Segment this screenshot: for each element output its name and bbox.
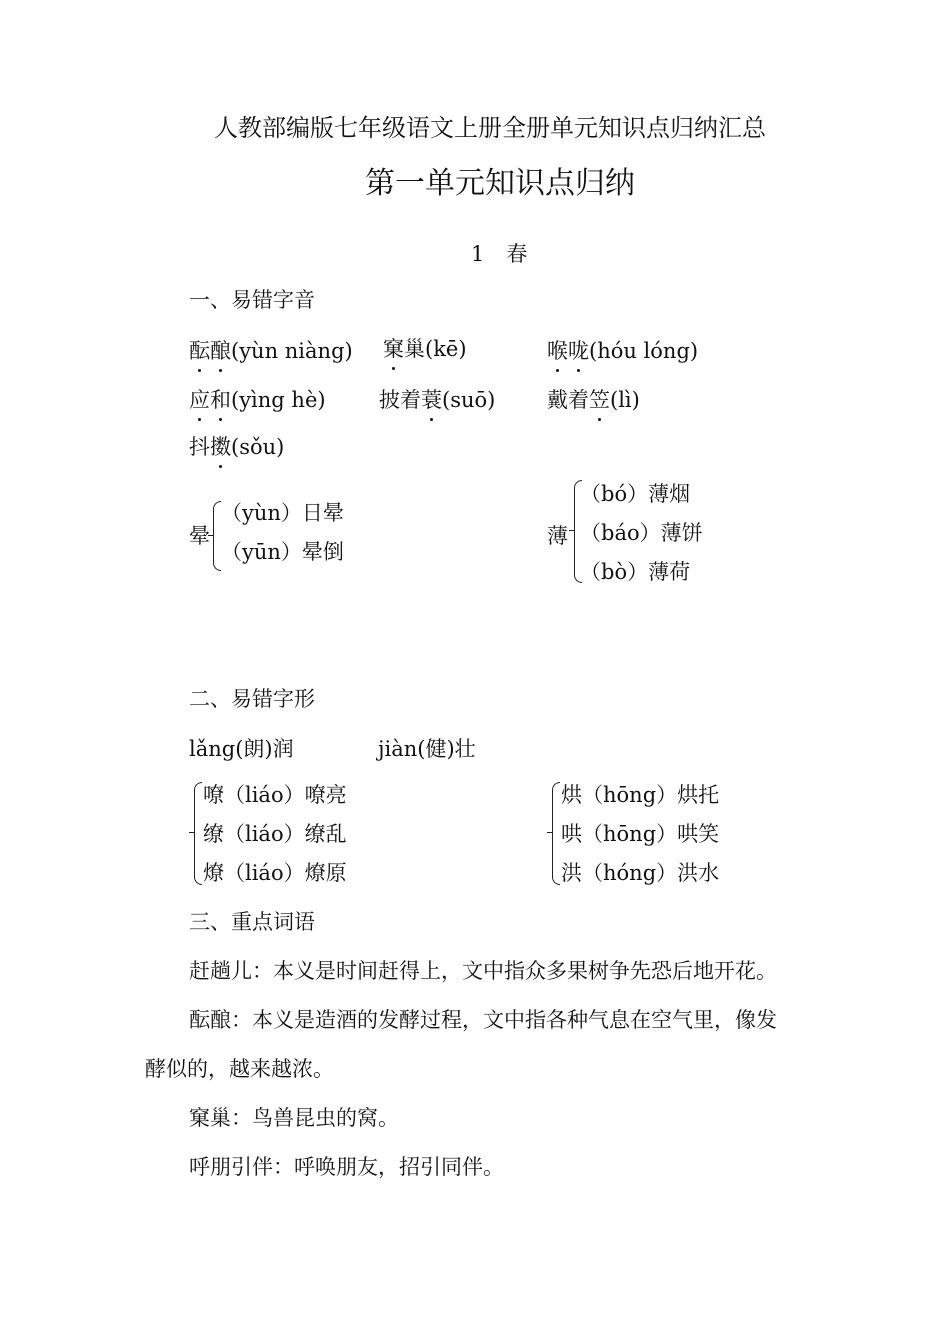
- pinyin: （bó）: [580, 482, 649, 506]
- dotted-char: 酝: [189, 339, 210, 363]
- pinyin: （báo）: [580, 521, 661, 545]
- glyph-group-item: [203, 820, 347, 848]
- left-brace: [213, 501, 221, 571]
- vocab-entry: 酝酿：本义是造酒的发酵过程，文中指各种气息在空气里，像发: [189, 1008, 777, 1032]
- dotted-char: 笠: [589, 388, 610, 412]
- word: 洪水: [677, 861, 720, 885]
- pronunciation-item: [379, 386, 495, 414]
- pronunciation-item: [189, 386, 326, 414]
- pinyin: （liáo）: [224, 822, 305, 846]
- dotted-char: 擞: [210, 435, 231, 459]
- dotted-char: 喉: [547, 339, 568, 363]
- glyph-item: lǎng(朗)润: [189, 737, 294, 761]
- pronunciation-item: [547, 337, 698, 365]
- pinyin: (kē): [425, 337, 467, 361]
- glyph-group-item: [561, 859, 719, 887]
- brace-tip: [547, 832, 553, 833]
- pinyin: （hōng）: [582, 822, 678, 846]
- polyphone-char-yun: 晕: [189, 524, 210, 548]
- glyph-group-item: [203, 859, 347, 887]
- pronunciation-item: [383, 335, 467, 363]
- char: 缭: [203, 822, 224, 846]
- char: 抖: [189, 435, 210, 459]
- pinyin: （hóng）: [582, 861, 678, 885]
- char: 嘹: [203, 783, 224, 807]
- dotted-char: 蓑: [421, 388, 442, 412]
- char: 烘: [561, 783, 582, 807]
- polyphone-item: [221, 538, 344, 566]
- pinyin: （hōng）: [582, 783, 678, 807]
- dotted-char: 咙: [568, 339, 589, 363]
- word: 薄饼: [660, 521, 703, 545]
- char: 着: [568, 388, 589, 412]
- glyph-group-item: [203, 781, 347, 809]
- vocab-entry: 呼朋引伴：呼唤朋友，招引同伴。: [189, 1155, 504, 1179]
- pinyin: (suō): [442, 388, 496, 412]
- dotted-char: 窠: [383, 337, 404, 361]
- pinyin: （liáo）: [224, 783, 305, 807]
- left-brace: [552, 782, 560, 885]
- pinyin: (lì): [610, 388, 640, 412]
- pinyin: （yūn）: [221, 540, 302, 564]
- word: 燎原: [304, 861, 347, 885]
- lesson-name: 春: [506, 242, 528, 266]
- word: 日晕: [301, 501, 344, 525]
- brace-tip: [208, 535, 214, 536]
- glyph-group-item: [561, 781, 719, 809]
- section-heading-2: 二、易错字形: [189, 687, 315, 711]
- lesson-number: 1: [471, 242, 485, 266]
- word: 晕倒: [301, 540, 344, 564]
- polyphone-item: [580, 519, 703, 547]
- char: 巢: [404, 337, 425, 361]
- pronunciation-item: [189, 337, 353, 365]
- glyph-group-item: [561, 820, 719, 848]
- char: 洪: [561, 861, 582, 885]
- char: 燎: [203, 861, 224, 885]
- pinyin: (hóu lóng): [589, 339, 699, 363]
- section-heading-3: 三、重点词语: [189, 910, 315, 934]
- brace-tip: [569, 530, 575, 531]
- dotted-char: 酿: [210, 339, 231, 363]
- section-heading-1: 一、易错字音: [189, 288, 315, 312]
- vocab-entry: 赶趟儿：本义是时间赶得上，文中指众多果树争先恐后地开花。: [189, 959, 777, 983]
- document-title: 人教部编版七年级语文上册全册单元知识点归纳汇总: [214, 114, 766, 142]
- polyphone-item: [221, 499, 344, 527]
- word: 薄荷: [648, 560, 691, 584]
- word: 哄笑: [677, 822, 720, 846]
- polyphone-item: [580, 480, 690, 508]
- pinyin: （bò）: [580, 560, 649, 584]
- polyphone-char-bao: 薄: [547, 524, 568, 548]
- char: 戴: [547, 388, 568, 412]
- glyph-item: jiàn(健)壮: [378, 737, 476, 761]
- char: 哄: [561, 822, 582, 846]
- vocab-entry-continued: 酵似的，越来越浓。: [145, 1057, 334, 1081]
- vocab-entry: 窠巢：鸟兽昆虫的窝。: [189, 1106, 399, 1130]
- brace-tip: [189, 832, 195, 833]
- word: 薄烟: [648, 482, 691, 506]
- dotted-char: 应: [189, 388, 210, 412]
- pinyin: (yìng hè): [231, 388, 326, 412]
- char: 着: [400, 388, 421, 412]
- pinyin: （liáo）: [224, 861, 305, 885]
- pronunciation-item: [189, 433, 284, 461]
- pinyin: (sǒu): [231, 435, 285, 459]
- pronunciation-item: [547, 386, 640, 414]
- char: 披: [379, 388, 400, 412]
- word: 烘托: [677, 783, 720, 807]
- unit-title: 第一单元知识点归纳: [365, 166, 635, 201]
- lesson-title: [471, 240, 527, 268]
- word: 缭乱: [304, 822, 347, 846]
- dotted-char: 和: [210, 388, 231, 412]
- pinyin: （yùn）: [221, 501, 302, 525]
- left-brace: [194, 782, 202, 885]
- polyphone-item: [580, 558, 690, 586]
- word: 嘹亮: [304, 783, 347, 807]
- pinyin: (yùn niàng): [231, 339, 353, 363]
